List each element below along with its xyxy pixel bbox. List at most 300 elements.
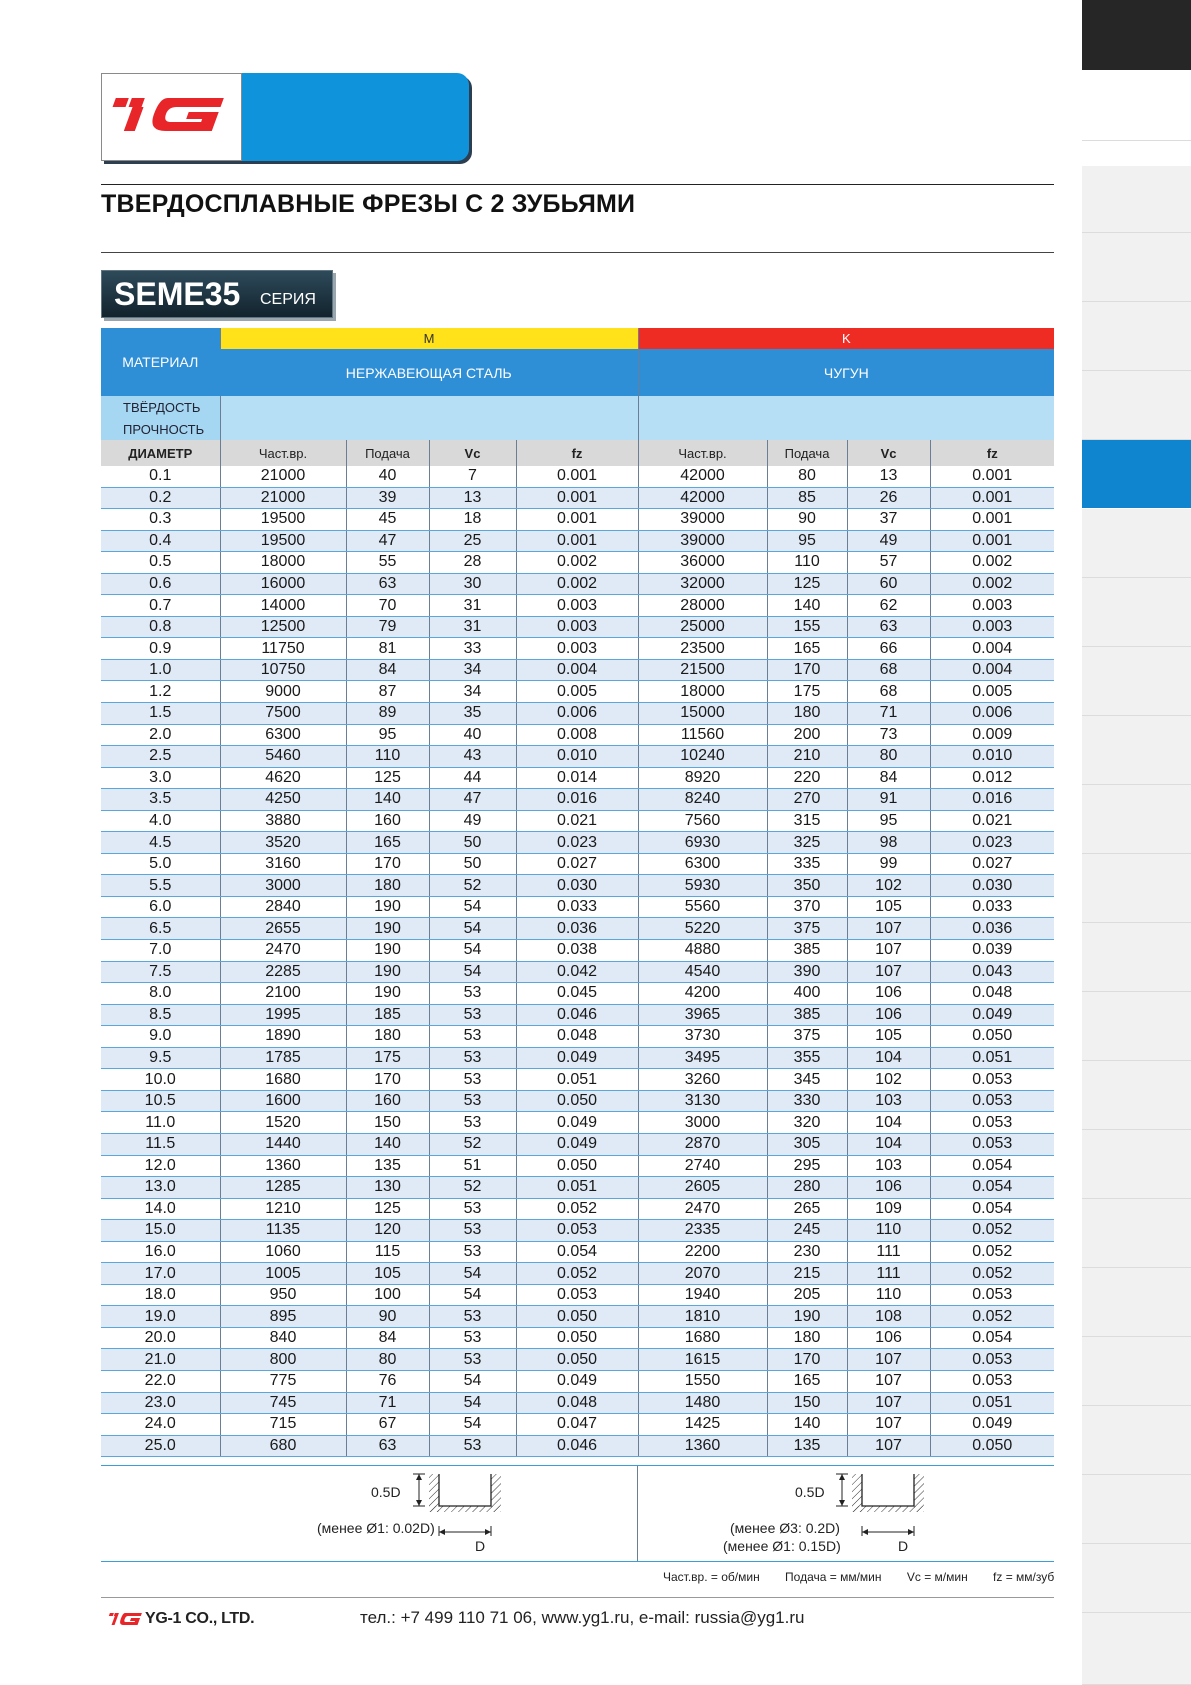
table-cell: 715 xyxy=(220,1414,346,1436)
table-cell: 1285 xyxy=(220,1177,346,1199)
table-cell: 110 xyxy=(346,746,429,768)
table-cell: 10240 xyxy=(638,746,767,768)
table-cell: 4250 xyxy=(220,789,346,811)
table-cell: 54 xyxy=(429,1370,516,1392)
table-cell: 49 xyxy=(429,810,516,832)
table-cell: 0.002 xyxy=(516,573,638,595)
table-cell: 150 xyxy=(767,1392,847,1414)
diameter-cell: 5.5 xyxy=(101,875,220,897)
table-cell: 180 xyxy=(346,875,429,897)
table-cell: 270 xyxy=(767,789,847,811)
table-row xyxy=(101,1220,1054,1242)
table-cell: 110 xyxy=(847,1220,930,1242)
table-row xyxy=(101,530,1054,552)
table-cell: 5460 xyxy=(220,746,346,768)
table-cell: 84 xyxy=(847,767,930,789)
table-cell: 53 xyxy=(429,1306,516,1328)
table-row xyxy=(101,940,1054,962)
table-cell: 55 xyxy=(346,552,429,574)
logo-panel xyxy=(101,73,242,161)
index-tab xyxy=(1082,785,1191,854)
table-row xyxy=(101,1241,1054,1263)
table-cell: 0.006 xyxy=(516,703,638,725)
table-row xyxy=(101,703,1054,725)
section-index-tabs xyxy=(1082,0,1191,1684)
table-cell: 0.002 xyxy=(930,573,1054,595)
min-dia-note-m: (менее Ø1: 0.02D) xyxy=(317,1520,435,1536)
table-cell: 200 xyxy=(767,724,847,746)
table-cell: 2740 xyxy=(638,1155,767,1177)
table-cell: 54 xyxy=(429,1392,516,1414)
table-cell: 66 xyxy=(847,638,930,660)
table-row xyxy=(101,767,1054,789)
table-cell: 0.001 xyxy=(516,509,638,531)
table-cell: 315 xyxy=(767,810,847,832)
table-cell: 53 xyxy=(429,1090,516,1112)
min-dia-note-k-1: (менее Ø3: 0.2D) xyxy=(730,1520,840,1536)
table-cell: 3130 xyxy=(638,1090,767,1112)
cutting-data-table xyxy=(101,328,1054,1457)
table-cell: 79 xyxy=(346,616,429,638)
diameter-cell: 0.3 xyxy=(101,509,220,531)
iso-group-m: M xyxy=(220,328,638,349)
table-cell: 0.021 xyxy=(930,810,1054,832)
index-tab xyxy=(1082,371,1191,440)
table-cell: 0.010 xyxy=(930,746,1054,768)
diameter-cell: 4.5 xyxy=(101,832,220,854)
table-cell: 87 xyxy=(346,681,429,703)
table-cell: 745 xyxy=(220,1392,346,1414)
table-cell: 53 xyxy=(429,1198,516,1220)
table-cell: 0.050 xyxy=(516,1327,638,1349)
table-cell: 0.023 xyxy=(930,832,1054,854)
index-tab xyxy=(1082,1268,1191,1337)
table-cell: 1680 xyxy=(220,1069,346,1091)
diameter-cell: 12.0 xyxy=(101,1155,220,1177)
table-row xyxy=(101,875,1054,897)
table-cell: 0.001 xyxy=(516,466,638,487)
index-tab xyxy=(1082,0,1191,70)
strength-cell-k xyxy=(638,418,1054,440)
table-cell: 895 xyxy=(220,1306,346,1328)
column-header: Vc xyxy=(847,440,930,466)
table-cell: 0.033 xyxy=(516,896,638,918)
table-row xyxy=(101,681,1054,703)
table-cell: 180 xyxy=(767,1327,847,1349)
table-cell: 0.001 xyxy=(516,487,638,509)
table-cell: 0.052 xyxy=(516,1263,638,1285)
series-badge xyxy=(101,270,333,318)
diameter-cell: 0.4 xyxy=(101,530,220,552)
table-cell: 52 xyxy=(429,1177,516,1199)
table-cell: 0.052 xyxy=(930,1241,1054,1263)
brand-header xyxy=(101,73,469,161)
diameter-cell: 19.0 xyxy=(101,1306,220,1328)
table-row xyxy=(101,466,1054,487)
table-cell: 0.051 xyxy=(930,1047,1054,1069)
table-cell: 0.036 xyxy=(930,918,1054,940)
table-cell: 0.002 xyxy=(516,552,638,574)
table-cell: 1425 xyxy=(638,1414,767,1436)
table-cell: 0.003 xyxy=(516,638,638,660)
table-cell: 105 xyxy=(847,1026,930,1048)
yg-logo xyxy=(102,74,241,160)
table-cell: 175 xyxy=(346,1047,429,1069)
table-cell: 98 xyxy=(847,832,930,854)
table-cell: 0.033 xyxy=(930,896,1054,918)
column-header: Подача xyxy=(346,440,429,466)
table-cell: 53 xyxy=(429,1241,516,1263)
table-cell: 5560 xyxy=(638,896,767,918)
table-cell: 0.016 xyxy=(516,789,638,811)
table-cell: 0.050 xyxy=(516,1155,638,1177)
table-cell: 42000 xyxy=(638,487,767,509)
table-cell: 0.006 xyxy=(930,703,1054,725)
table-cell: 102 xyxy=(847,875,930,897)
table-row xyxy=(101,918,1054,940)
table-cell: 36000 xyxy=(638,552,767,574)
index-tab xyxy=(1082,647,1191,716)
table-row xyxy=(101,1090,1054,1112)
table-cell: 39 xyxy=(346,487,429,509)
table-cell: 31 xyxy=(429,595,516,617)
column-header: Част.вр. xyxy=(638,440,767,466)
table-cell: 0.005 xyxy=(516,681,638,703)
table-cell: 84 xyxy=(346,1327,429,1349)
table-cell: 45 xyxy=(346,509,429,531)
table-cell: 54 xyxy=(429,896,516,918)
table-cell: 76 xyxy=(346,1370,429,1392)
table-cell: 62 xyxy=(847,595,930,617)
table-cell: 190 xyxy=(767,1306,847,1328)
table-cell: 0.053 xyxy=(516,1220,638,1242)
table-cell: 295 xyxy=(767,1155,847,1177)
diameter-cell: 7.5 xyxy=(101,961,220,983)
table-cell: 265 xyxy=(767,1198,847,1220)
table-row xyxy=(101,573,1054,595)
table-cell: 840 xyxy=(220,1327,346,1349)
table-cell: 1360 xyxy=(638,1435,767,1457)
table-cell: 5930 xyxy=(638,875,767,897)
table-cell: 104 xyxy=(847,1133,930,1155)
column-header: Част.вр. xyxy=(220,440,346,466)
table-row xyxy=(101,595,1054,617)
table-cell: 53 xyxy=(429,1047,516,1069)
table-cell: 51 xyxy=(429,1155,516,1177)
table-cell: 68 xyxy=(847,681,930,703)
diameter-cell: 6.5 xyxy=(101,918,220,940)
diameter-cell: 11.0 xyxy=(101,1112,220,1134)
index-tab xyxy=(1082,578,1191,647)
table-cell: 125 xyxy=(346,767,429,789)
table-cell: 19500 xyxy=(220,509,346,531)
table-row xyxy=(101,832,1054,854)
table-cell: 90 xyxy=(346,1306,429,1328)
table-cell: 52 xyxy=(429,1133,516,1155)
diameter-cell: 1.5 xyxy=(101,703,220,725)
table-cell: 90 xyxy=(767,509,847,531)
table-row xyxy=(101,810,1054,832)
table-cell: 170 xyxy=(346,853,429,875)
table-cell: 190 xyxy=(346,918,429,940)
table-cell: 103 xyxy=(847,1090,930,1112)
table-cell: 19500 xyxy=(220,530,346,552)
min-dia-note-k-2: (менее Ø1: 0.15D) xyxy=(723,1538,841,1554)
table-cell: 8240 xyxy=(638,789,767,811)
table-cell: 80 xyxy=(346,1349,429,1371)
table-cell: 115 xyxy=(346,1241,429,1263)
table-cell: 21500 xyxy=(638,659,767,681)
table-cell: 0.053 xyxy=(930,1349,1054,1371)
table-cell: 53 xyxy=(429,1435,516,1457)
table-row xyxy=(101,487,1054,509)
width-label-k: D xyxy=(898,1538,909,1554)
table-cell: 23500 xyxy=(638,638,767,660)
table-cell: 1440 xyxy=(220,1133,346,1155)
table-cell: 31 xyxy=(429,616,516,638)
table-cell: 111 xyxy=(847,1263,930,1285)
table-cell: 140 xyxy=(346,1133,429,1155)
table-cell: 210 xyxy=(767,746,847,768)
hardness-cell-m xyxy=(220,396,638,418)
table-cell: 0.053 xyxy=(930,1370,1054,1392)
table-cell: 130 xyxy=(346,1177,429,1199)
table-cell: 0.005 xyxy=(930,681,1054,703)
table-cell: 125 xyxy=(767,573,847,595)
footer-divider xyxy=(101,1597,1054,1598)
diameter-cell: 25.0 xyxy=(101,1435,220,1457)
footer-company: YG-1 CO., LTD. xyxy=(145,1610,255,1627)
table-cell: 1210 xyxy=(220,1198,346,1220)
diameter-cell: 15.0 xyxy=(101,1220,220,1242)
table-row xyxy=(101,1392,1054,1414)
table-cell: 0.036 xyxy=(516,918,638,940)
index-tab xyxy=(1082,1406,1191,1475)
diameter-cell: 10.0 xyxy=(101,1069,220,1091)
table-cell: 385 xyxy=(767,940,847,962)
table-cell: 0.048 xyxy=(930,983,1054,1005)
table-cell: 106 xyxy=(847,983,930,1005)
table-cell: 245 xyxy=(767,1220,847,1242)
table-cell: 0.050 xyxy=(930,1435,1054,1457)
slot-diagram-k-icon xyxy=(824,1470,954,1560)
table-cell: 14000 xyxy=(220,595,346,617)
table-cell: 0.050 xyxy=(930,1026,1054,1048)
table-cell: 0.003 xyxy=(930,595,1054,617)
table-cell: 0.050 xyxy=(516,1306,638,1328)
table-cell: 0.027 xyxy=(516,853,638,875)
table-cell: 0.053 xyxy=(930,1284,1054,1306)
table-cell: 1360 xyxy=(220,1155,346,1177)
table-cell: 107 xyxy=(847,940,930,962)
table-cell: 100 xyxy=(346,1284,429,1306)
material-name-k: ЧУГУН xyxy=(638,349,1054,396)
table-cell: 39000 xyxy=(638,530,767,552)
table-cell: 230 xyxy=(767,1241,847,1263)
table-cell: 53 xyxy=(429,1349,516,1371)
table-cell: 25000 xyxy=(638,616,767,638)
table-cell: 6300 xyxy=(638,853,767,875)
table-cell: 215 xyxy=(767,1263,847,1285)
diameter-cell: 2.5 xyxy=(101,746,220,768)
table-cell: 4620 xyxy=(220,767,346,789)
table-cell: 0.045 xyxy=(516,983,638,1005)
table-cell: 155 xyxy=(767,616,847,638)
table-cell: 0.051 xyxy=(930,1392,1054,1414)
table-cell: 280 xyxy=(767,1177,847,1199)
table-cell: 0.053 xyxy=(930,1069,1054,1091)
table-cell: 54 xyxy=(429,1263,516,1285)
table-cell: 28000 xyxy=(638,595,767,617)
table-row xyxy=(101,659,1054,681)
table-cell: 106 xyxy=(847,1327,930,1349)
table-cell: 185 xyxy=(346,1004,429,1026)
diameter-cell: 16.0 xyxy=(101,1241,220,1263)
table-cell: 104 xyxy=(847,1047,930,1069)
table-cell: 15000 xyxy=(638,703,767,725)
table-cell: 165 xyxy=(346,832,429,854)
diameter-cell: 0.8 xyxy=(101,616,220,638)
table-cell: 2285 xyxy=(220,961,346,983)
table-cell: 345 xyxy=(767,1069,847,1091)
table-cell: 1005 xyxy=(220,1263,346,1285)
table-cell: 2470 xyxy=(638,1198,767,1220)
diameter-cell: 13.0 xyxy=(101,1177,220,1199)
table-cell: 125 xyxy=(346,1198,429,1220)
diameter-cell: 0.5 xyxy=(101,552,220,574)
table-cell: 71 xyxy=(847,703,930,725)
index-tab xyxy=(1082,992,1191,1061)
depth-label-m: 0.5D xyxy=(371,1484,401,1500)
strength-label: ПРОЧНОСТЬ xyxy=(101,418,220,440)
diameter-cell: 3.0 xyxy=(101,767,220,789)
table-cell: 89 xyxy=(346,703,429,725)
diameter-cell: 23.0 xyxy=(101,1392,220,1414)
column-header: fz xyxy=(930,440,1054,466)
table-cell: 54 xyxy=(429,1414,516,1436)
table-cell: 0.003 xyxy=(930,616,1054,638)
table-cell: 0.053 xyxy=(516,1284,638,1306)
table-cell: 0.049 xyxy=(516,1047,638,1069)
table-cell: 355 xyxy=(767,1047,847,1069)
table-cell: 13 xyxy=(429,487,516,509)
table-cell: 63 xyxy=(847,616,930,638)
title-divider-top xyxy=(101,184,1054,185)
table-cell: 170 xyxy=(346,1069,429,1091)
table-cell: 103 xyxy=(847,1155,930,1177)
table-cell: 18 xyxy=(429,509,516,531)
diagram-divider xyxy=(637,1466,638,1561)
diameter-cell: 17.0 xyxy=(101,1263,220,1285)
table-cell: 2470 xyxy=(220,940,346,962)
table-cell: 400 xyxy=(767,983,847,1005)
table-cell: 81 xyxy=(346,638,429,660)
table-cell: 111 xyxy=(847,1241,930,1263)
diameter-cell: 8.0 xyxy=(101,983,220,1005)
index-tab xyxy=(1082,1061,1191,1130)
index-tab xyxy=(1082,1475,1191,1544)
table-cell: 54 xyxy=(429,961,516,983)
table-cell: 85 xyxy=(767,487,847,509)
table-cell: 0.054 xyxy=(930,1177,1054,1199)
table-cell: 47 xyxy=(429,789,516,811)
table-cell: 63 xyxy=(346,573,429,595)
table-cell: 4540 xyxy=(638,961,767,983)
index-tab xyxy=(1082,302,1191,371)
table-cell: 80 xyxy=(767,466,847,487)
table-cell: 53 xyxy=(429,1220,516,1242)
table-cell: 0.001 xyxy=(930,466,1054,487)
table-cell: 0.049 xyxy=(930,1414,1054,1436)
strength-cell-m xyxy=(220,418,638,440)
table-cell: 150 xyxy=(346,1112,429,1134)
table-cell: 0.051 xyxy=(516,1177,638,1199)
table-cell: 50 xyxy=(429,853,516,875)
table-cell: 60 xyxy=(847,573,930,595)
index-tab xyxy=(1082,509,1191,578)
table-cell: 1600 xyxy=(220,1090,346,1112)
column-header: Vc xyxy=(429,440,516,466)
diameter-cell: 14.0 xyxy=(101,1198,220,1220)
table-row xyxy=(101,1177,1054,1199)
table-cell: 0.052 xyxy=(930,1306,1054,1328)
table-cell: 3160 xyxy=(220,853,346,875)
index-tab-active xyxy=(1082,440,1191,508)
table-cell: 350 xyxy=(767,875,847,897)
table-cell: 80 xyxy=(847,746,930,768)
index-tab xyxy=(1082,1199,1191,1268)
table-cell: 165 xyxy=(767,638,847,660)
table-cell: 0.054 xyxy=(930,1155,1054,1177)
table-row xyxy=(101,552,1054,574)
table-cell: 1135 xyxy=(220,1220,346,1242)
table-cell: 2200 xyxy=(638,1241,767,1263)
table-cell: 107 xyxy=(847,1370,930,1392)
table-cell: 44 xyxy=(429,767,516,789)
table-cell: 34 xyxy=(429,681,516,703)
table-cell: 107 xyxy=(847,961,930,983)
table-cell: 1890 xyxy=(220,1026,346,1048)
table-cell: 0.052 xyxy=(930,1263,1054,1285)
table-cell: 1060 xyxy=(220,1241,346,1263)
table-cell: 37 xyxy=(847,509,930,531)
table-cell: 330 xyxy=(767,1090,847,1112)
column-header-row xyxy=(101,440,1054,466)
table-cell: 160 xyxy=(346,810,429,832)
table-cell: 180 xyxy=(767,703,847,725)
table-row xyxy=(101,638,1054,660)
table-row xyxy=(101,1047,1054,1069)
table-row xyxy=(101,983,1054,1005)
table-cell: 0.039 xyxy=(930,940,1054,962)
table-cell: 13 xyxy=(847,466,930,487)
table-cell: 0.027 xyxy=(930,853,1054,875)
table-cell: 0.043 xyxy=(930,961,1054,983)
diameter-cell: 24.0 xyxy=(101,1414,220,1436)
diameter-cell: 20.0 xyxy=(101,1327,220,1349)
table-cell: 53 xyxy=(429,1004,516,1026)
iso-group-k: K xyxy=(638,328,1054,349)
hardness-cell-k xyxy=(638,396,1054,418)
table-cell: 0.003 xyxy=(516,616,638,638)
table-cell: 0.053 xyxy=(930,1090,1054,1112)
diameter-cell: 18.0 xyxy=(101,1284,220,1306)
table-cell: 54 xyxy=(429,940,516,962)
table-cell: 54 xyxy=(429,1284,516,1306)
table-cell: 800 xyxy=(220,1349,346,1371)
table-cell: 33 xyxy=(429,638,516,660)
table-cell: 0.003 xyxy=(516,595,638,617)
